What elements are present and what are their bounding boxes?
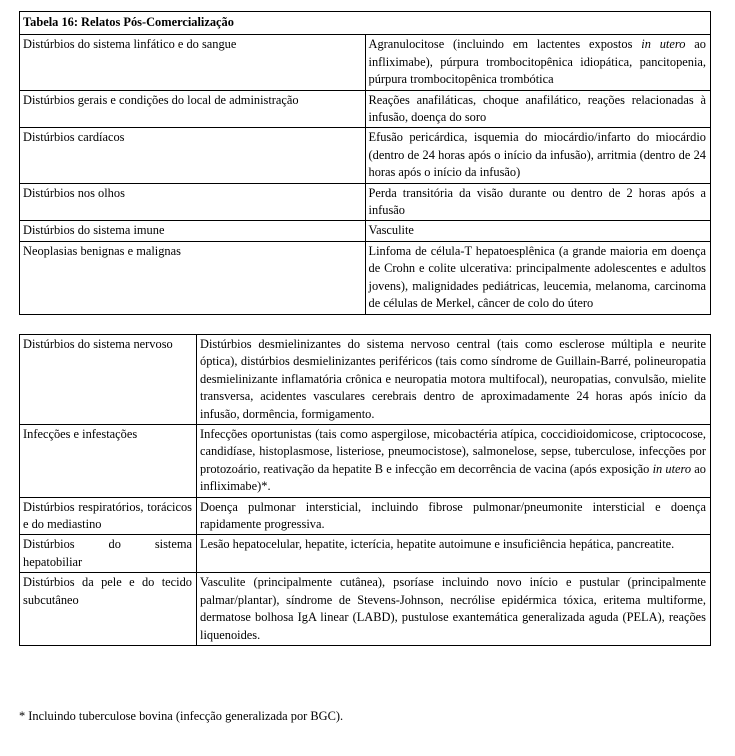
reactions-cell (197, 425, 711, 498)
reactions-cell (365, 183, 711, 221)
table-row (20, 221, 711, 241)
footnote: * Incluindo tuberculose bovina (infecção generalizada por BGC). (19, 709, 344, 723)
category-cell: Distúrbios do sistema imune (20, 221, 366, 241)
table-body-part1 (20, 35, 711, 314)
reaction-text: Agranulocitose (incluindo em lactentes expostos (368, 37, 642, 52)
reaction-text: Reações anafiláticas, choque anafilático, reações relacionadas à infusão, doença do soro (368, 92, 706, 125)
reaction-text: Vasculite (principalmente cutânea), psoríase incluindo novo início e pustular (principalmente palmar/plantar), síndrome de Stevens-Johnson, necrólise epidérmica tóxica, eritema multiforme, dermatose bolhosa IgA linear (LABD), pustulose exantemática generalizada aguda (PELA), reações liquenoides. (200, 575, 706, 642)
category-cell: Neoplasias benignas e malignas (20, 241, 366, 314)
reaction-text: Distúrbios desmielinizantes do sistema nervoso central (tais como esclerose múltipla e neurite óptica), distúrbios desmielinizantes periféricos (tais como síndrome de Guillain-Barré, polineuropatia desmielinizante inflamatória crônica e neuropatia motora multifocal), neuropatias, convulsão, mielite transversa, acidentes vasculares cerebrais dentro de aproximadamente 24 horas após início da infusão, dormência, formigamento. (200, 337, 706, 421)
table-row (20, 128, 711, 183)
category-cell: Distúrbios da pele e do tecido subcutâneo (20, 573, 197, 646)
reactions-cell (365, 90, 711, 128)
reaction-text: Lesão hepatocelular, hepatite, icterícia, hepatite autoimune e insuficiência hepática, pancreatite. (200, 537, 675, 552)
adverse-events-table-part1 (19, 11, 711, 315)
category-cell: Distúrbios respiratórios, torácicos e do mediastino (20, 497, 197, 535)
reaction-text: Linfoma de célula-T hepatoesplênica (a grande maioria em doença de Crohn e colite ulcerativa: principalmente adolescentes e adultos jovens), malignidades pediátricas, leucemia, melanoma, carcinoma de células de Merkel, câncer de colo do útero (368, 243, 706, 311)
reaction-text: Perda transitória da visão durante ou dentro de 2 horas após a infusão (368, 185, 706, 218)
category-cell: Infecções e infestações (20, 425, 197, 498)
category-cell: Distúrbios cardíacos (20, 128, 366, 183)
reactions-cell (365, 35, 711, 90)
reactions-cell (197, 535, 711, 573)
reactions-cell (197, 497, 711, 535)
reaction-text: Infecções oportunistas (tais como aspergilose, micobactéria atípica, coccidioidomicose, criptococose, candidíase, histoplasmose, listeriose, pneumocistose), salmonelose, sepse, tuberculose, infecções por protozoário, reativação da hepatite B e infecção em decorrência de vacina (após exposição (200, 427, 706, 476)
reaction-text: ao infliximabe)*. (200, 461, 706, 494)
table-row (20, 183, 711, 221)
reactions-cell (365, 128, 711, 183)
table-title-row (20, 12, 711, 35)
table-row (20, 35, 711, 90)
reaction-text-italic: in utero (652, 461, 692, 476)
reactions-cell (197, 335, 711, 425)
category-cell: Distúrbios gerais e condições do local de administração (20, 90, 366, 128)
table-row (20, 241, 711, 314)
reactions-cell (197, 573, 711, 646)
reactions-cell (365, 241, 711, 314)
table-row (20, 573, 711, 646)
reaction-text-italic: in utero (641, 37, 686, 52)
reactions-cell (365, 221, 711, 241)
table-row (20, 535, 711, 573)
category-cell: Distúrbios nos olhos (20, 183, 366, 221)
reaction-text: Efusão pericárdica, isquemia do miocárdio/infarto do miocárdio (dentro de 24 horas após o início da infusão), arritmia (dentro de 24 horas após o início da infusão) (368, 130, 706, 180)
table-body-part2 (20, 335, 711, 646)
reaction-text: Doença pulmonar intersticial, incluindo fibrose pulmonar/pneumonite intersticial e doença rapidamente progressiva. (200, 499, 706, 532)
table-row (20, 90, 711, 128)
table-row (20, 425, 711, 498)
table-row (20, 497, 711, 535)
category-cell: Distúrbios do sistema hepatobiliar (20, 535, 197, 573)
adverse-events-table-part2 (19, 334, 711, 646)
table-row (20, 335, 711, 425)
reaction-text: ao infliximabe), púrpura trombocitopênica idiopática, pancitopenia, púrpura trombocitopênica trombótica (368, 37, 706, 87)
table-title: Tabela 16: Relatos Pós-Comercialização (20, 12, 711, 35)
reaction-text: Vasculite (368, 223, 414, 238)
category-cell: Distúrbios do sistema linfático e do sangue (20, 35, 366, 90)
category-cell: Distúrbios do sistema nervoso (20, 335, 197, 425)
